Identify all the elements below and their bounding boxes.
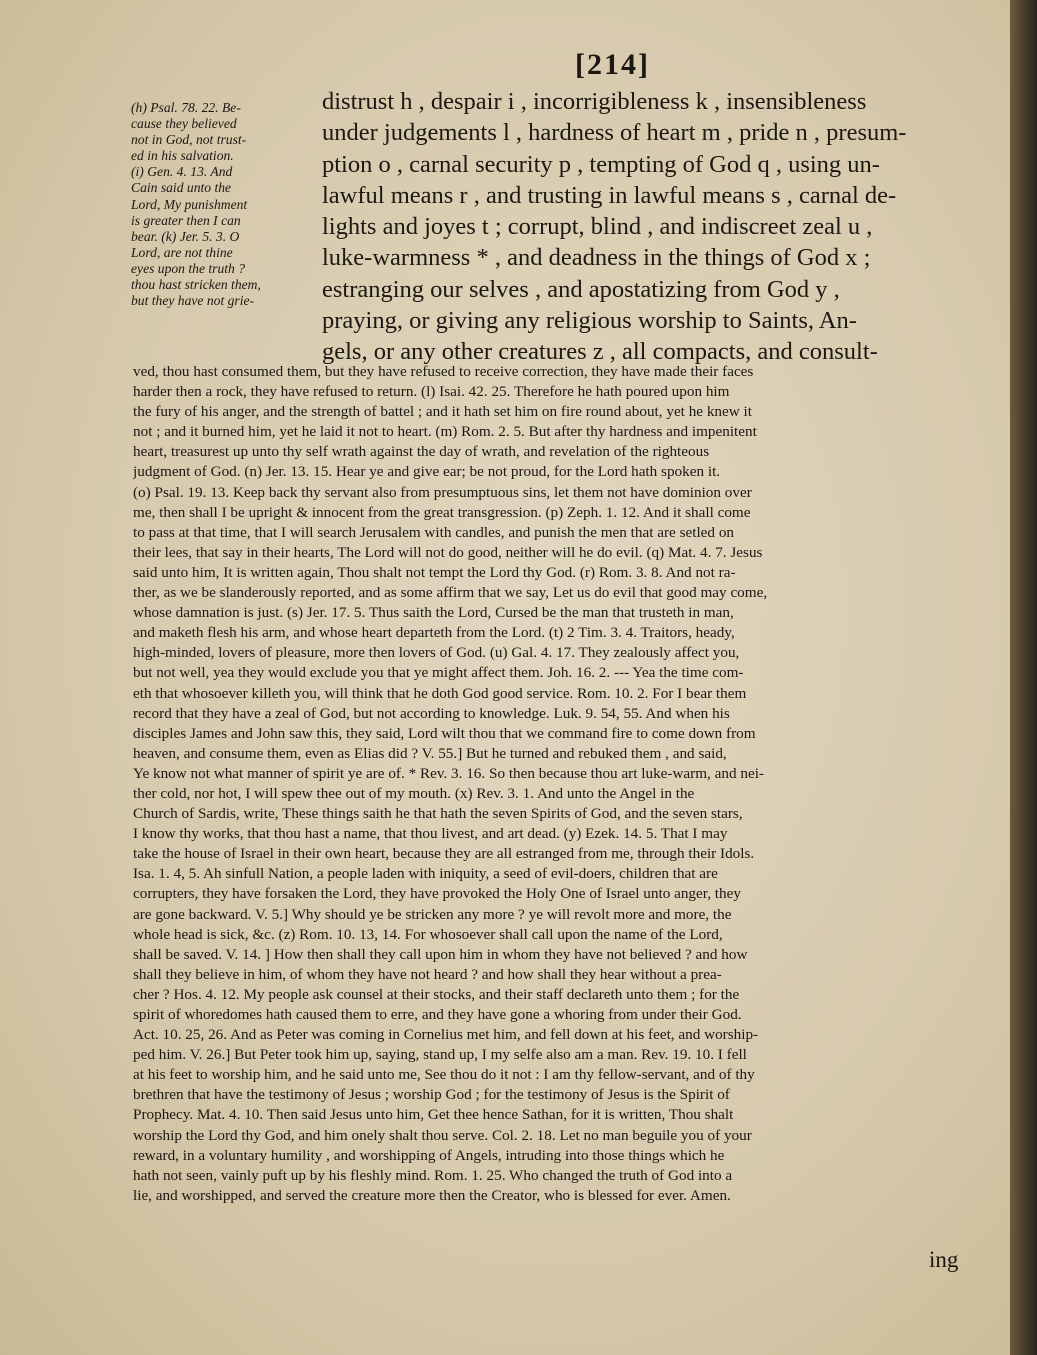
footnote-line: corrupters, they have forsaken the Lord, they have provoked the Holy One of Israel unto anger, they	[133, 885, 741, 903]
footnote-line: ved, thou hast consumed them, but they have refused to receive correction, they have made their faces	[133, 363, 754, 380]
footnotes-block	[133, 362, 968, 1206]
text-line: distrust h , despair i , incorrigibleness k , insensibleness	[322, 88, 867, 115]
margin-notes	[131, 100, 321, 309]
text-line: lights and joyes t ; corrupt, blind , and indiscreet zeal u ,	[322, 213, 873, 241]
footnote-line: ther cold, nor hot, I will spew thee out of my mouth. (x) Rev. 3. 1. And unto the Angel in the	[133, 784, 695, 802]
footnote-line: cher ? Hos. 4. 12. My people ask counsel at their stocks, and their staff declareth unto them ; for the	[133, 985, 740, 1003]
text-line: lawful means r , and trusting in lawful means s , carnal de-	[322, 181, 897, 209]
text-line: gels, or any other creatures z , all compacts, and consult-	[322, 338, 878, 366]
footnote-line: at his feet to worship him, and he said unto me, See thou do it not : I am thy fellow-servant, and of thy	[133, 1066, 755, 1084]
footnote-line: Church of Sardis, write, These things saith he that hath the seven Spirits of God, and the seven stars,	[133, 805, 743, 823]
catchword: ing	[929, 1247, 959, 1272]
footnote-line: high-minded, lovers of pleasure, more then lovers of God. (u) Gal. 4. 17. They zealously affect you,	[133, 644, 740, 662]
footnote-line: ther, as we be slanderously reported, and as some affirm that we say, Let us do evil that good may come,	[133, 584, 768, 602]
footnote-line: and maketh flesh his arm, and whose heart departeth from the Lord. (t) 2 Tim. 3. 4. Traitors, heady,	[133, 624, 735, 642]
main-text-block	[322, 86, 962, 368]
margin-note-line: Lord, My punishment	[131, 196, 248, 212]
footnote-line: to pass at that time, that I will search Jerusalem with candles, and punish the men that are setled on	[133, 523, 735, 541]
footnote-line: ped him. V. 26.] But Peter took him up, saying, stand up, I my selfe also am a man. Rev. 19. 10. I fell	[133, 1046, 747, 1064]
footnote-line: worship the Lord thy God, and him onely shalt thou serve. Col. 2. 18. Let no man beguile you of your	[133, 1126, 752, 1144]
footnote-line: eth that whosoever killeth you, will think that he doth God good service. Rom. 10. 2. For I bear them	[133, 684, 747, 702]
footnote-line: take the house of Israel in their own heart, because they are all estranged from me, through their Idols.	[133, 845, 755, 863]
footnote-line: Ye know not what manner of spirit ye are of. * Rev. 3. 16. So then because thou art luke-warm, and nei-	[133, 764, 764, 782]
footnote-line: not ; and it burned him, yet he laid it not to heart. (m) Rom. 2. 5. But after thy hardness and impenitent	[133, 423, 757, 441]
page-number: [214]	[575, 48, 650, 81]
margin-note-line: Cain said unto the	[131, 180, 232, 196]
footnote-line: heart, treasurest up unto thy self wrath against the day of wrath, and revelation of the righteous	[133, 443, 710, 461]
margin-note-line: bear. (k) Jer. 5. 3. O	[131, 228, 240, 244]
margin-note-line: (i) Gen. 4. 13. And	[131, 164, 233, 180]
footnote-line: brethren that have the testimony of Jesus ; worship God ; for the testimony of Jesus is the Spirit of	[133, 1086, 730, 1104]
footnote-line: spirit of whoredomes hath caused them to erre, and they have gone a whoring from under their God.	[133, 1006, 742, 1023]
margin-note-line: ed in his salvation.	[131, 148, 234, 164]
footnote-line: their lees, that say in their hearts, The Lord will not do good, neither will he do evil. (q) Mat. 4. 7. Jesus	[133, 543, 763, 561]
footnote-line: harder then a rock, they have refused to return. (l) Isai. 42. 25. Therefore he hath poured upon him	[133, 383, 730, 401]
footnote-line: heaven, and consume them, even as Elias did ? V. 55.] But he turned and rebuked them , and said,	[133, 744, 727, 762]
footnote-line: Isa. 1. 4, 5. Ah sinfull Nation, a people laden with iniquity, a seed of evil-doers, children that are	[133, 865, 718, 883]
margin-note-line: eyes upon the truth ?	[131, 260, 246, 276]
footnote-line: shall be saved. V. 14. ] How then shall they call upon him in whom they have not believed ? and how	[133, 945, 748, 963]
text-line: luke-warmness * , and deadness in the things of God x ;	[322, 244, 871, 272]
footnote-line: lie, and worshipped, and served the creature more then the Creator, who is blessed for ever. Amen.	[133, 1186, 731, 1204]
footnote-line: judgment of God. (n) Jer. 13. 15. Hear ye and give ear; be not proud, for the Lord hath spoken it.	[133, 463, 721, 481]
footnote-line: said unto him, It is written again, Thou shalt not tempt the Lord thy God. (r) Rom. 3. 8. And not ra-	[133, 563, 736, 581]
margin-note-line: but they have not grie-	[131, 293, 255, 309]
text-line: praying, or giving any religious worship to Saints, An-	[322, 307, 857, 335]
footnote-line: the fury of his anger, and the strength of battel ; and it hath set him on fire round about, yet he knew it	[133, 403, 752, 421]
footnote-line: disciples James and John saw this, they said, Lord wilt thou that we command fire to come down from	[133, 724, 756, 742]
book-spine	[1010, 0, 1037, 1355]
text-line: under judgements l , hardness of heart m , pride n , presum-	[322, 119, 907, 147]
footnote-line: are gone backward. V. 5.] Why should ye be stricken any more ? ye will revolt more and more, the	[133, 905, 732, 923]
footnote-line: but not well, yea they would exclude you that ye might affect them. Joh. 16. 2. --- Yea the time com-	[133, 664, 744, 682]
margin-note-line: Lord, are not thine	[131, 244, 233, 260]
footnote-line: (o) Psal. 19. 13. Keep back thy servant also from presumptuous sins, let them not have dominion over	[133, 483, 752, 501]
margin-note-line: not in God, not trust-	[131, 132, 247, 148]
margin-note-line: (h) Psal. 78. 22. Be-	[131, 100, 241, 115]
footnote-line: hath not seen, vainly puft up by his fleshly mind. Rom. 1. 25. Who changed the truth of God into a	[133, 1166, 733, 1184]
footnote-line: reward, in a voluntary humility , and worshipping of Angels, intruding into those things which he	[133, 1146, 725, 1164]
footnote-line: Prophecy. Mat. 4. 10. Then said Jesus unto him, Get thee hence Sathan, for it is written, Thou shalt	[133, 1106, 734, 1124]
margin-note-line: cause they believed	[131, 116, 237, 132]
margin-note-line: is greater then I can	[131, 212, 241, 228]
margin-note-line: thou hast stricken them,	[131, 277, 261, 293]
footnote-line: Act. 10. 25, 26. And as Peter was coming in Cornelius met him, and fell down at his feet, and worship-	[133, 1026, 759, 1044]
footnote-line: me, then shall I be upright & innocent from the great transgression. (p) Zeph. 1. 12. And it shall come	[133, 503, 751, 521]
footnote-line: I know thy works, that thou hast a name, that thou livest, and art dead. (y) Ezek. 14. 5. That I may	[133, 825, 728, 843]
footnote-line: record that they have a zeal of God, but not according to knowledge. Luk. 9. 54, 55. And when his	[133, 704, 730, 722]
footnote-line: whole head is sick, &c. (z) Rom. 10. 13, 14. For whosoever shall call upon the name of the Lord,	[133, 925, 723, 943]
text-line: estranging our selves , and apostatizing from God y ,	[322, 275, 840, 303]
text-line: ption o , carnal security p , tempting of God q , using un-	[322, 150, 880, 178]
footnote-line: whose damnation is just. (s) Jer. 17. 5. Thus saith the Lord, Cursed be the man that trusteth in man,	[133, 604, 734, 622]
footnote-line: shall they believe in him, of whom they have not heard ? and how shall they hear without a prea-	[133, 965, 722, 983]
